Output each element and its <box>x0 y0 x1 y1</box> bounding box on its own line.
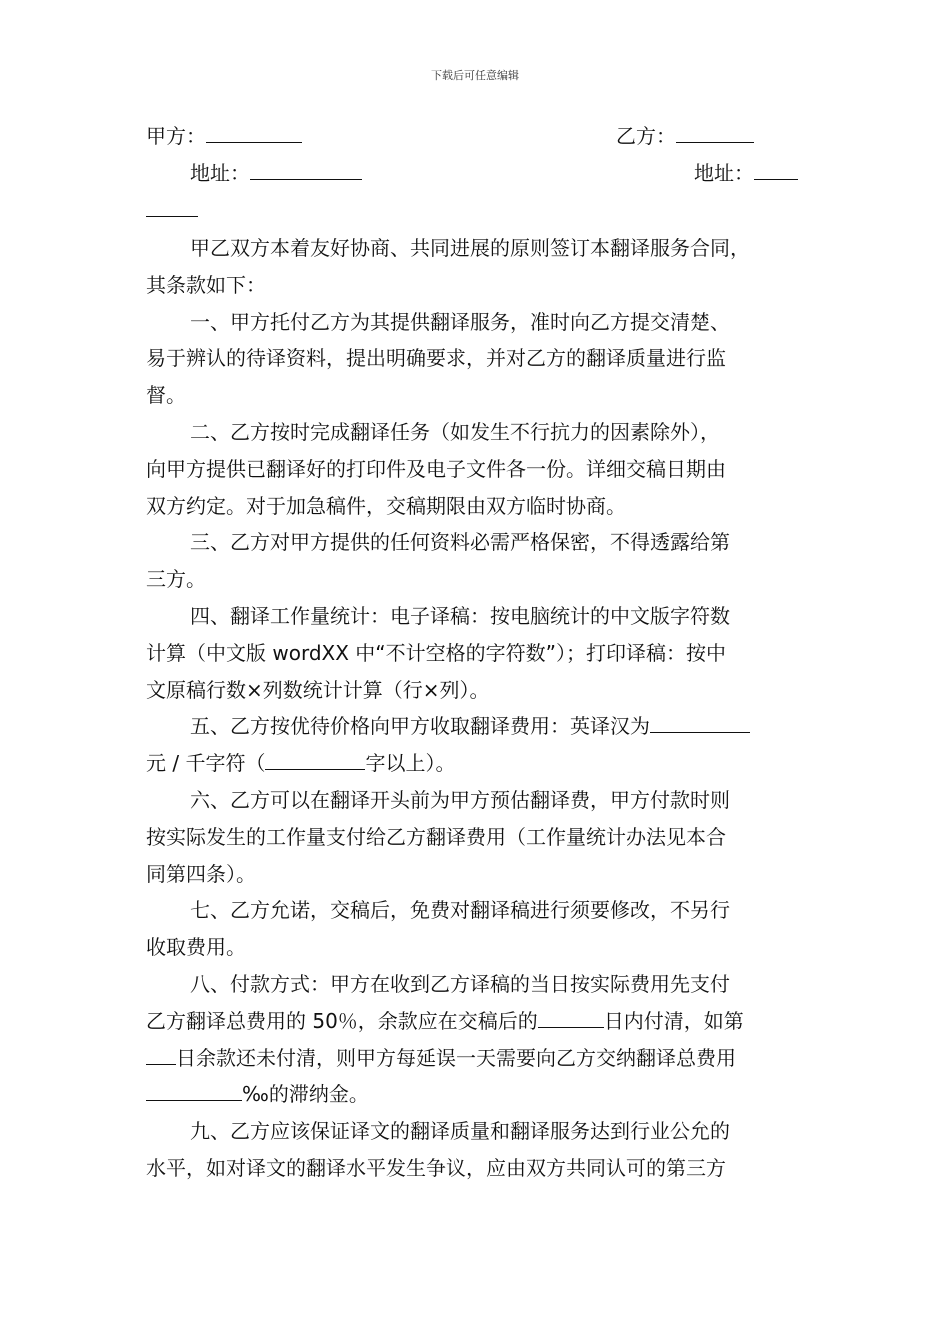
clause-8-line <box>146 1046 816 1083</box>
clause-8-line: 八、付款方式：甲方在收到乙方译稿的当日按实际费用先支付 <box>190 971 730 996</box>
clause-2-line: 向甲方提供已翻译好的打印件及电子文件各一份。详细交稿日期由 <box>146 456 726 481</box>
clause-8-text: 日余款还未付清，则甲方每延误一天需要向乙方交纳翻译总费用 <box>176 1045 736 1070</box>
clause-7-line: 七、乙方允诺，交稿后，免费对翻译稿进行须要修改，不另行 <box>190 898 730 923</box>
clause-4-line: 四、翻译工作量统计：电子译稿：按电脑统计的中文版字符数 <box>190 603 730 628</box>
party-a-blank[interactable] <box>206 124 302 143</box>
address-b-line <box>694 161 798 185</box>
address-b-blank-continued <box>146 198 198 222</box>
party-b-line <box>616 124 754 148</box>
penalty-rate-blank[interactable] <box>146 1082 242 1101</box>
clause-6-line: 按实际发生的工作量支付给乙方翻译费用（工作量统计办法见本合 <box>146 824 726 849</box>
clause-8-text: 日内付清，如第 <box>603 1008 744 1033</box>
clause-1-line: 一、甲方托付乙方为其提供翻译服务，准时向乙方提交清楚、 <box>190 309 730 334</box>
overdue-day-blank[interactable] <box>146 1046 176 1065</box>
clause-5-line <box>146 714 816 751</box>
address-a-line <box>190 161 362 185</box>
rate-blank[interactable] <box>650 714 750 733</box>
address-a-blank[interactable] <box>250 161 362 180</box>
clause-5-text: 元 / 千字符（ <box>146 751 266 776</box>
address-b-blank-wrap[interactable] <box>146 198 198 217</box>
clause-9-line: 水平，如对译文的翻译水平发生争议，应由双方共同认可的第三方 <box>146 1155 726 1180</box>
party-b-label: 乙方： <box>616 124 676 148</box>
clause-7-line: 收取费用。 <box>146 935 246 960</box>
clause-3-line: 三方。 <box>146 567 206 592</box>
intro-line: 甲乙双方本着友好协商、共同进展的原则签订本翻译服务合同， <box>190 236 750 260</box>
party-b-blank[interactable] <box>676 124 754 143</box>
clause-6-line: 六、乙方可以在翻译开头前为甲方预估翻译费，甲方付款时则 <box>190 787 730 812</box>
address-a-label: 地址： <box>190 161 250 185</box>
clause-5-text: 五、乙方按优待价格向甲方收取翻译费用：英译汉为 <box>190 714 650 739</box>
clause-5-text: 字以上）。 <box>365 751 456 776</box>
clause-2-line: 二、乙方按时完成翻译任务（如发生不行抗力的因素除外）， <box>190 419 720 444</box>
party-a-label: 甲方： <box>146 124 206 148</box>
clause-1-line: 易于辨认的待译资料，提出明确要求，并对乙方的翻译质量进行监 <box>146 346 726 371</box>
clause-8-text: ‰的滞纳金。 <box>242 1082 369 1107</box>
clause-2-line: 双方约定。对于加急稿件，交稿期限由双方临时协商。 <box>146 493 626 518</box>
days-blank[interactable] <box>538 1009 604 1028</box>
clause-8-text: 乙方翻译总费用的 50％，余款应在交稿后的 <box>146 1008 538 1033</box>
clause-8-line <box>146 1082 816 1119</box>
address-b-blank[interactable] <box>754 161 798 180</box>
intro-line: 其条款如下： <box>146 272 266 297</box>
address-b-label: 地址： <box>694 161 754 185</box>
clause-6-line: 同第四条）。 <box>146 861 256 886</box>
clause-3-line: 三、乙方对甲方提供的任何资料必需严格保密，不得透露给第 <box>190 530 730 555</box>
clause-9-line: 九、乙方应该保证译文的翻译质量和翻译服务达到行业公允的 <box>190 1119 730 1144</box>
party-a-line <box>146 124 302 148</box>
header-note: 下载后可任意编辑 <box>431 69 519 82</box>
min-chars-blank[interactable] <box>265 751 365 770</box>
clause-5-line <box>146 751 816 788</box>
clause-8-line <box>146 1009 816 1046</box>
clause-1-line: 督。 <box>146 383 186 408</box>
contract-body <box>146 236 816 1193</box>
clause-4-line: 计算（中文版 wordXX 中“不计空格的字符数”）；打印译稿：按中 <box>146 640 726 665</box>
clause-4-line: 文原稿行数×列数统计计算（行×列）。 <box>146 677 490 702</box>
